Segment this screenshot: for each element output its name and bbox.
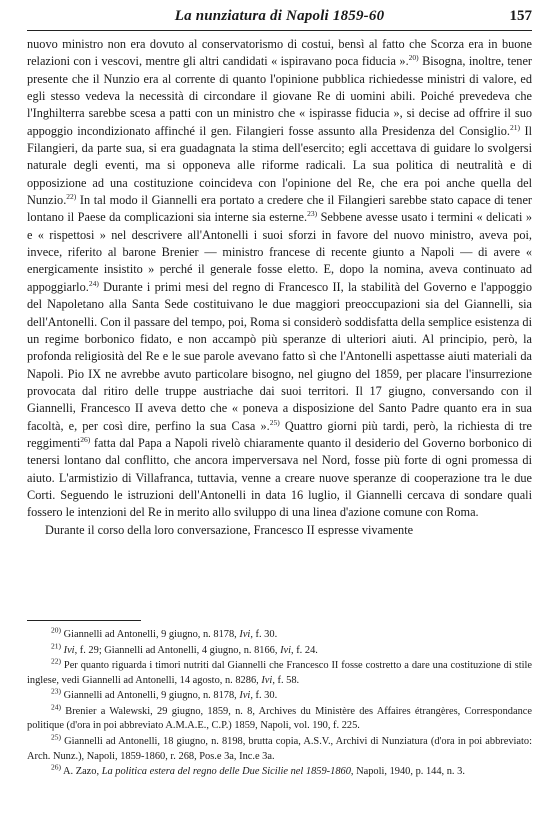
footnote [27, 762, 532, 779]
footnote-number: 20) [51, 625, 61, 635]
footnote-italic: Ivi [280, 644, 292, 656]
page-number: 157 [509, 8, 532, 24]
footnote-ref: 23) [307, 209, 318, 219]
footnote-text: Giannelli ad Antonelli, 18 giugno, n. 8198, brutta copia, A.S.V., Archivi di Nunziatura (d'ora in poi abbreviato: Arch. Nunz.), Napoli, 1859-1860, r. 268, Pos.e 3a, Inc.e 3a. [27, 736, 532, 762]
footnote-number: 25) [51, 732, 61, 742]
footnote-divider [27, 620, 141, 621]
footnote-number: 26) [51, 762, 61, 772]
footnote-text: , f. 30. [250, 629, 278, 640]
footnote-italic: Ivi [63, 644, 75, 656]
footnote [27, 702, 532, 734]
footnote-text: , f. 29; Giannelli ad Antonelli, 4 giugno, n. 8166, [74, 644, 281, 656]
footnote-text: Giannelli ad Antonelli, 9 giugno, n. 8178, [61, 629, 240, 640]
footnote-text: , Napoli, 1940, p. 144, n. 3. [350, 766, 465, 778]
footnote-number: 21) [51, 641, 61, 651]
footnote-text: Giannelli ad Antonelli, 9 giugno, n. 8178, [61, 690, 240, 702]
footnote [27, 732, 532, 764]
footnote-italic: Ivi [261, 674, 273, 686]
footnote [27, 641, 532, 658]
paragraph-2: Durante il corso della loro conversazione, Francesco II espresse vivamente [45, 522, 414, 537]
text-run: Il Filangieri, da parte sua, si era guadagnata la stima dell'esercito; egli accettava di guidare lo svolgersi naturale degli eventi, ma si opponeva alle riforme radicali. La sua politica di neutralità e di opposizione ad una costituzione coincideva con l'opinione del Re, che era poi anche quella del Nunzio. [27, 123, 532, 208]
footnote-number: 23) [51, 686, 61, 696]
footnote-text: , f. 58. [272, 674, 300, 686]
footnotes [27, 625, 532, 781]
footnote-italic: Ivi [239, 690, 251, 702]
footnote-text: A. Zazo, [61, 766, 102, 778]
text-run: In tal modo il Giannelli era portato a credere che il Filangieri sarebbe stato capace di tener lontano il Paese da complicazioni sia interne sia esterne. [27, 193, 532, 225]
footnote-ref: 21) [509, 122, 520, 132]
text-run: Quattro giorni più tardi, però, la richiesta di tre reggimenti [27, 418, 532, 450]
footnote-number: 22) [51, 656, 61, 666]
footnote-ref: 24) [88, 278, 99, 288]
paragraph-1 [27, 36, 532, 522]
text-run: Durante i primi mesi del regno di Francesco II, la stabilità del Governo e l'appoggio del Napoletano alla Santa Sede costituivano le due maggiori preoccupazioni sia del Giannelli, sia dell'Antonelli. Con il passare del tempo, poi, Roma si considerò soddisfatta della semplice esistenza di un regime borbonico fidato, e non accampò più speranze di ulteriori aiuti. Al principio, però, la profonda religiosità del Re e le sue parole avevano fatto sì che l'Antonelli aspettasse aiuti materiali da Napoli. Pio IX ne avrebbe avuto particolare bisogno, nel giugno del 1859, per placare l'insurrezione provocata dal ritiro delle truppe austriache dai suoi territori. Il 17 giugno, conversando con il Giannelli, Francesco II aveva detto che « poneva a disposizione del Santo Padre quanto era in sua facoltà, e, per così dire, perfino la sua Casa ». [27, 279, 532, 433]
text-run: fatta dal Papa a Napoli rivelò chiaramente quanto il desiderio del Governo borbonico di tenersi lontano dal conflitto, che ancora imperversava nel Nord, fosse più forte di ogni promessa di aiuto. L'armistizio di Villafranca, tuttavia, venne a creare nuove speranze di cooperazione tra le due Corti. Seguendo le istruzioni dell'Antonelli in data 16 luglio, il Giannelli cercava di sondare quali fossero le intenzioni del Re in merito allo sviluppo di una linea d'azione comune con Roma. [27, 435, 532, 520]
running-title: La nunziatura di Napoli 1859-60 [174, 8, 385, 24]
footnote-text: , f. 30. [250, 690, 278, 702]
footnote-text: , f. 24. [291, 644, 318, 656]
text-run: Sebbene avesse usato i termini « delicati » e « rispettosi » nel descrivere all'Antonelli i suoi sforzi in favore del nuovo ministro, aveva poi, invece, riferito al barone Brenier — ministro francese di recente giunto a Napoli — di avere « energicamente insistito » perché il generale fosse eletto. E, dopo la nomina, aveva continuato ad appoggiarlo. [27, 210, 532, 294]
footnote [27, 656, 532, 688]
footnote-italic: Ivi [239, 629, 251, 640]
footnote [27, 686, 532, 703]
text-run: nuovo ministro non era dovuto al conservatorismo di costui, bensì al fatto che Scorza era in buone relazioni con i vescovi, mentre gli altri candidati « ispiravano poca fiducia ». [27, 37, 532, 69]
footnote [27, 625, 532, 642]
footnote-italic: La politica estera del regno delle Due Sicilie nel 1859-1860 [101, 766, 351, 778]
footnote-number: 24) [51, 702, 61, 712]
running-header [27, 6, 532, 31]
body-text [27, 36, 532, 539]
footnote-ref: 22) [66, 192, 77, 201]
footnote-ref: 20) [408, 53, 419, 63]
footnote-text: Per quanto riguarda i timori nutriti dal Giannelli che Francesco II fosse costretto a dare una costituzione di stile inglese, vedi Giannelli ad Antonelli, 14 agosto, n. 8286, [27, 660, 532, 686]
text-run: Bisogna, inoltre, tener presente che il Nunzio era al corrente di quanto l'opinione pubblica richiedesse ministri di valore, ed egli stesso vedeva la necessità di circondare il giovane Re di uomini abili. Poiché prevedeva che l'Inghilterra sarebbe scesa a patti con un ministro che « ispirasse fiducia », si decise ad offrire il suo appoggio incondizionato affinché il gen. Filangieri fosse assunto alla Presidenza del Consiglio. [27, 54, 533, 138]
footnote-ref: 26) [80, 434, 91, 444]
footnote-ref: 25) [269, 417, 280, 427]
footnote-text: Brenier a Walewski, 29 giugno, 1859, n. 8, Archives du Ministère des Affaires étrangères, Correspondance politique (d'ora in poi abbreviato A.M.A.E., C.P.) 1859, Napoli, vol. 190, f. 225. [27, 706, 532, 732]
